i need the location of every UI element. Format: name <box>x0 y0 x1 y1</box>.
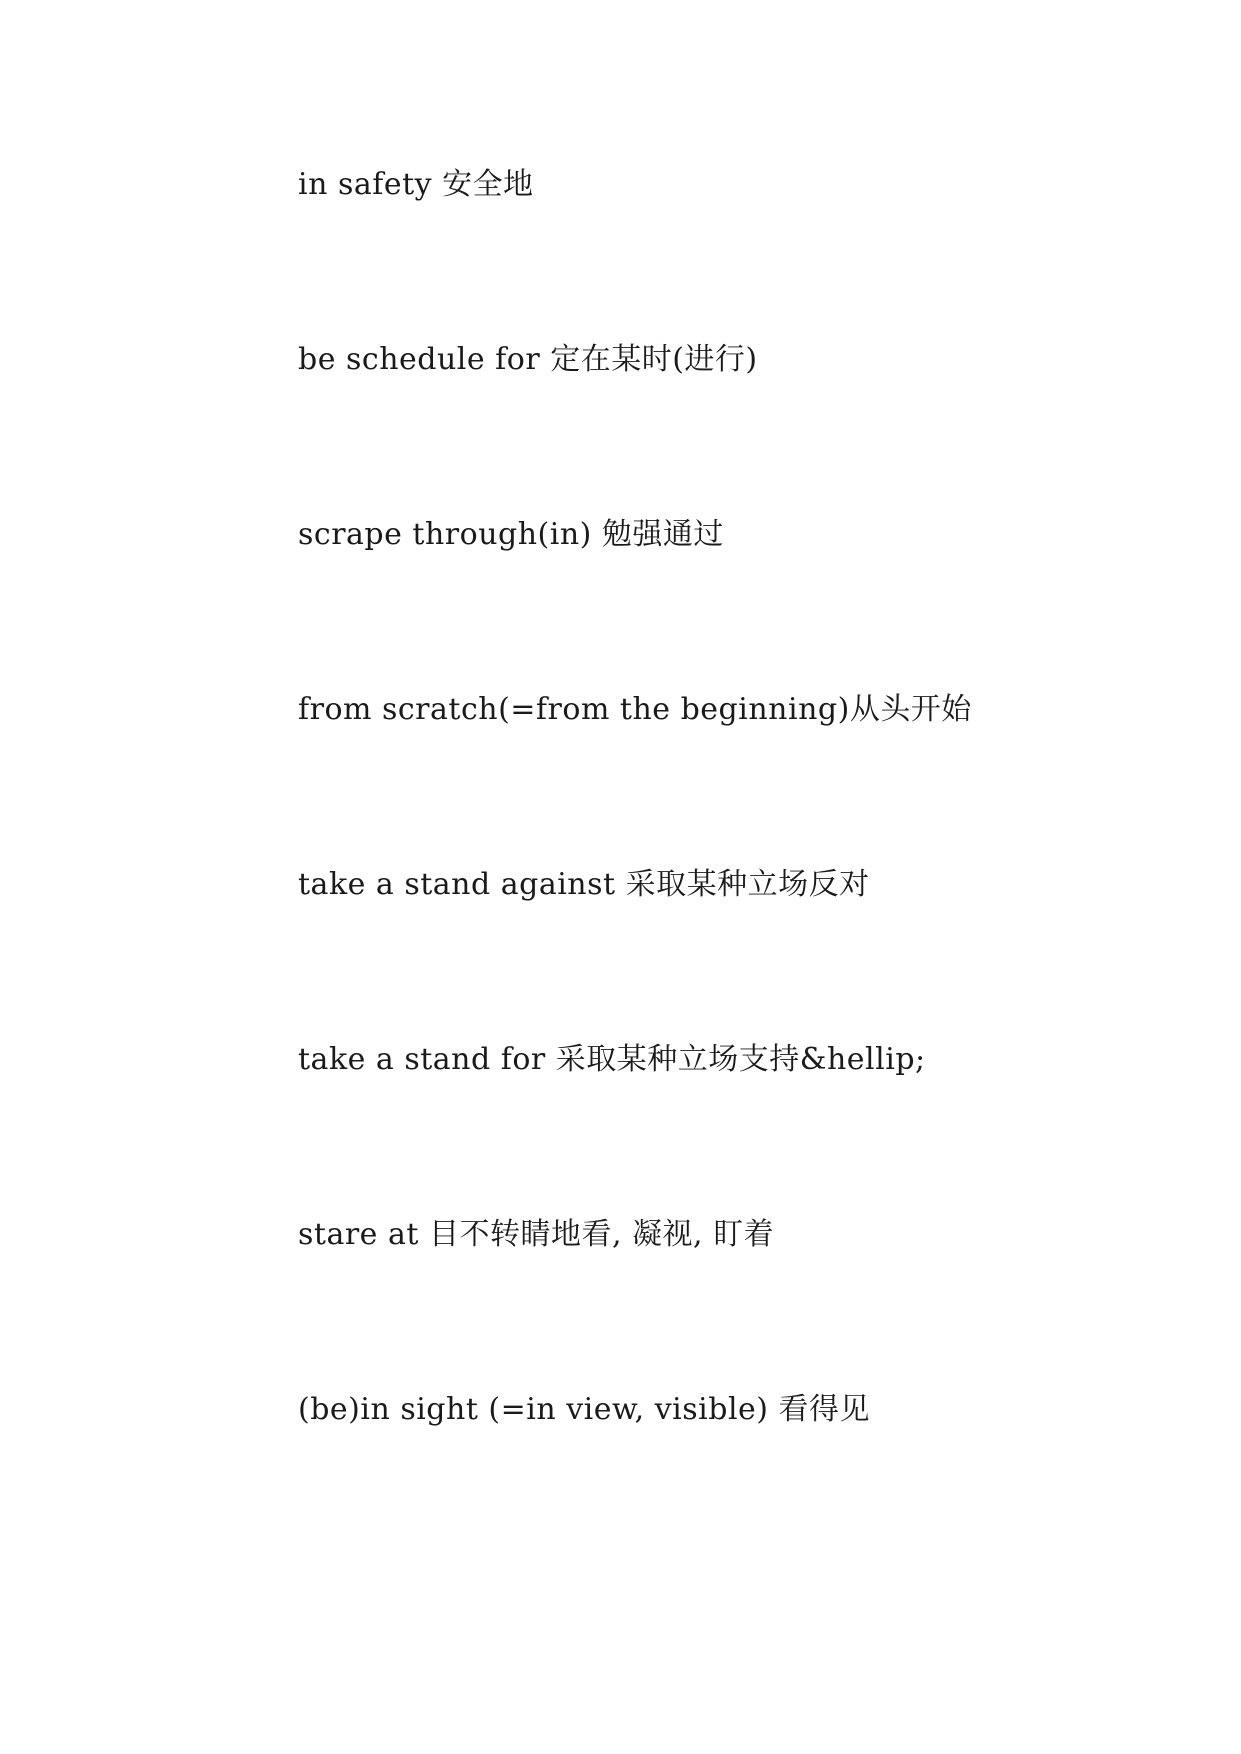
phrase-entry: stare at 目不转睛地看, 凝视, 盯着 <box>298 1217 775 1252</box>
phrase-entry: (be)in sight (=in view, visible) 看得见 <box>298 1392 871 1427</box>
phrase-entry: take a stand against 采取某种立场反对 <box>298 867 870 902</box>
phrase-entry: be schedule for 定在某时(进行) <box>298 342 758 377</box>
phrase-entry: take a stand for 采取某种立场支持&hellip; <box>298 1042 926 1077</box>
phrase-entry: in safety 安全地 <box>298 167 534 202</box>
phrase-entry: from scratch(=from the beginning)从头开始 <box>298 692 972 727</box>
phrase-entry: scrape through(in) 勉强通过 <box>298 517 724 552</box>
